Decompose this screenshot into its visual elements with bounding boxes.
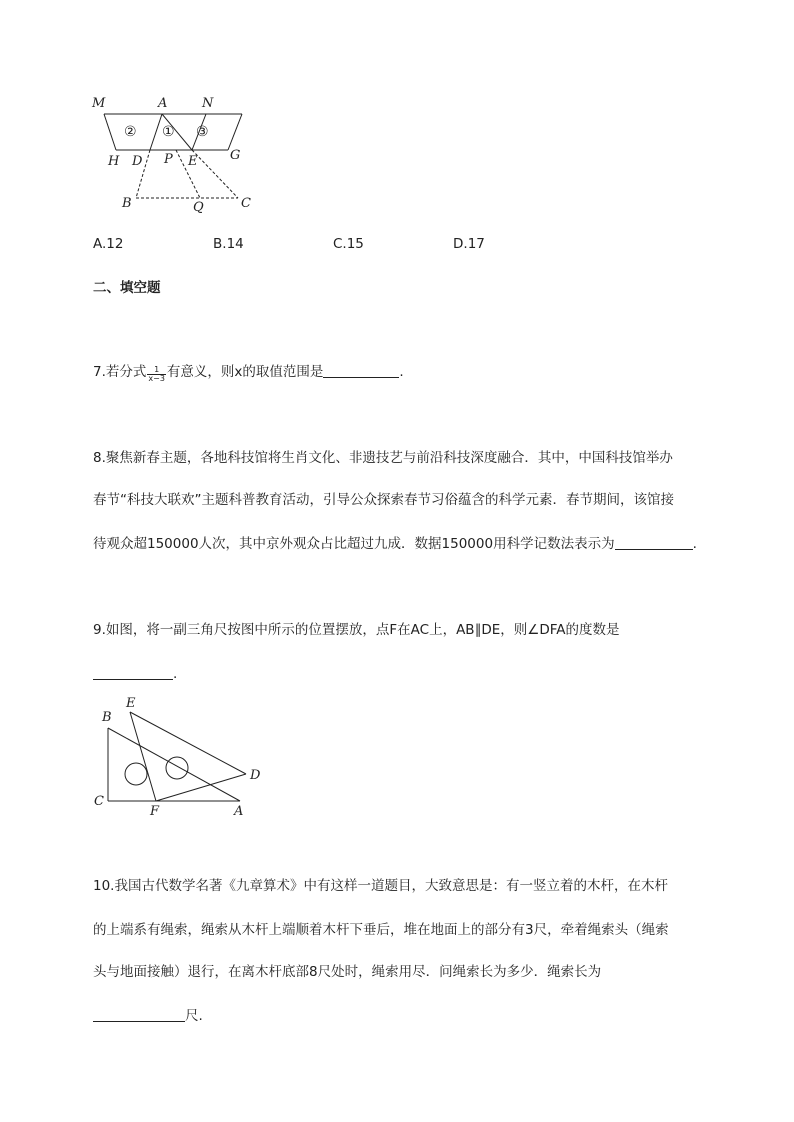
option-d xyxy=(453,236,485,252)
segment-mh xyxy=(104,114,116,150)
q9-end: . xyxy=(173,666,178,682)
label-f: F xyxy=(150,804,160,819)
label-h: H xyxy=(108,154,120,169)
segment-ef xyxy=(130,712,156,801)
label-m: M xyxy=(92,96,106,111)
q10-end: 尺. xyxy=(185,1008,203,1024)
ruler-hole-2 xyxy=(166,757,188,779)
q10-line-4 xyxy=(93,1006,203,1026)
label-a: A xyxy=(234,804,244,819)
label-g: G xyxy=(230,148,241,163)
q7-fraction-den: x−3 xyxy=(148,374,165,383)
q8-line-3-text: 待观众超150000人次，其中京外观众占比超过九成．数据150000用科学记数法表示为 xyxy=(93,536,615,552)
section-title: 二、填空题 xyxy=(93,280,161,296)
q10-line-3: 头与地面接触）退行，在离木杆底部8尺处时，绳索用尽．问绳索长为多少．绳索长为 xyxy=(93,964,602,980)
q9-answer-blank[interactable] xyxy=(93,665,173,680)
q7-answer-blank[interactable] xyxy=(323,363,399,378)
q8-line-1: 8.聚焦新春主题，各地科技馆将生肖文化、非遗技艺与前沿科技深度融合．其中，中国科技馆举办 xyxy=(93,450,673,466)
label-b: B xyxy=(122,196,132,211)
q10-line-1: 10.我国古代数学名著《九章算术》中有这样一道题目，大致意思是：有一竖立着的木杆，在木杆 xyxy=(93,878,668,894)
segment-ba xyxy=(108,728,240,801)
option-d-letter: D. xyxy=(453,236,468,252)
q7-fraction xyxy=(147,366,166,383)
option-a-letter: A. xyxy=(93,236,107,252)
label-q: Q xyxy=(193,200,204,215)
segment-ad xyxy=(150,114,162,150)
label-c: C xyxy=(241,196,251,211)
q7-text-after: 有意义，则x的取值范围是 xyxy=(166,364,324,380)
option-b-value: 14 xyxy=(226,236,244,252)
q10-line-2: 的上端系有绳索，绳索从木杆上端顺着木杆下垂后，堆在地面上的部分有3尺，牵着绳索头（绳索 xyxy=(93,922,669,938)
option-c-letter: C. xyxy=(333,236,347,252)
q7-fraction-num: 1 xyxy=(147,366,166,375)
figure-q9-svg xyxy=(88,694,278,824)
label-d: D xyxy=(250,768,261,783)
option-d-value: 17 xyxy=(467,236,485,252)
region-1: ① xyxy=(162,124,175,140)
question-7 xyxy=(93,362,404,383)
segment-ng xyxy=(228,114,242,150)
q7-text-before: 7.若分式 xyxy=(93,364,147,380)
q9-line-2 xyxy=(93,664,177,684)
figure-q9 xyxy=(88,694,278,824)
option-a-value: 12 xyxy=(106,236,124,252)
option-b-letter: B. xyxy=(213,236,227,252)
ruler-hole-1 xyxy=(125,763,147,785)
label-b: B xyxy=(102,710,112,725)
q9-line-1: 9.如图，将一副三角尺按图中所示的位置摆放，点F在AC上，AB∥DE，则∠DFA的度数是 xyxy=(93,622,620,638)
label-a: A xyxy=(158,96,168,111)
q6-options xyxy=(93,236,693,256)
option-c xyxy=(333,236,364,252)
q8-line-2: 春节“科技大联欢”主题科普教育活动，引导公众探索春节习俗蕴含的科学元素．春节期间，该馆接 xyxy=(93,492,674,508)
q8-answer-blank[interactable] xyxy=(615,535,693,550)
label-e: E xyxy=(188,154,198,169)
q8-end: . xyxy=(692,536,697,552)
label-c: C xyxy=(94,794,104,809)
label-p: P xyxy=(164,152,173,167)
option-c-value: 15 xyxy=(346,236,364,252)
option-a xyxy=(93,236,123,252)
q8-line-3 xyxy=(93,534,697,554)
figure-q6 xyxy=(88,92,268,222)
option-b xyxy=(213,236,244,252)
label-d: D xyxy=(132,154,143,169)
q10-answer-blank[interactable] xyxy=(93,1007,185,1022)
label-n: N xyxy=(202,96,214,111)
q7-end: . xyxy=(399,364,404,380)
region-2: ② xyxy=(124,124,137,140)
region-3: ③ xyxy=(196,124,209,140)
label-e: E xyxy=(126,696,136,711)
